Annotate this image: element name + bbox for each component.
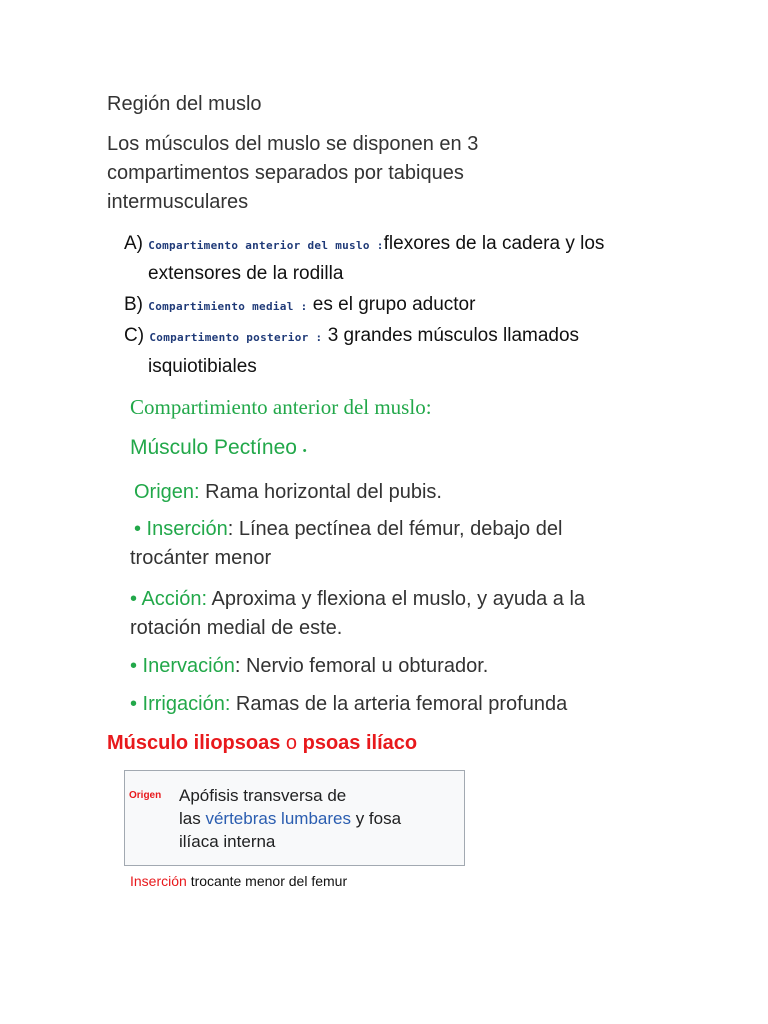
list-text: es el grupo aductor <box>307 294 476 315</box>
list-item-c <box>124 320 579 353</box>
inervacion-label: • Inervación <box>130 655 235 677</box>
muscle-pectineo-title <box>130 436 307 460</box>
infobox-line-2-prefix: las <box>179 809 206 828</box>
list-marker: C) <box>124 325 145 346</box>
infobox-line-1: Apófisis transversa de <box>179 786 347 805</box>
origen-text: Rama horizontal del pubis. <box>199 481 442 503</box>
infobox-line-2-suffix: y fosa <box>350 809 402 828</box>
muscle-iliopsoas-title <box>107 732 417 755</box>
inervacion-text: : Nervio femoral u obturador. <box>234 655 489 677</box>
list-label: Compartimento posterior : <box>149 331 323 344</box>
origen-infobox <box>124 770 465 866</box>
irrigacion-row <box>130 690 567 719</box>
irrigacion-text: Ramas de la arteria femoral profunda <box>230 693 568 715</box>
list-marker: B) <box>124 294 143 315</box>
intro-line-1: Los músculos del muslo se disponen en 3 <box>107 133 479 155</box>
muscle-name-part1: Músculo iliopsoas <box>107 732 281 754</box>
insercion-text: : Línea pectínea del fémur, debajo del <box>227 518 563 540</box>
list-text: 3 grandes músculos llamados <box>322 325 580 346</box>
inervacion-row <box>130 652 488 681</box>
muscle-name-connector: o <box>280 732 303 754</box>
intro-line-3: intermusculares <box>107 191 249 213</box>
list-marker: A) <box>124 233 143 254</box>
vertebras-lumbares-link[interactable]: vértebras lumbares <box>205 809 351 828</box>
insercion-row <box>130 515 562 544</box>
list-item-a-continuation: extensores de la rodilla <box>148 263 344 284</box>
accion-row <box>130 585 585 614</box>
section-title: Compartimiento anterior del muslo: <box>130 395 432 419</box>
accion-continuation: rotación medial de este. <box>130 617 343 639</box>
list-item-a <box>124 228 604 261</box>
origen-label: Origen: <box>134 481 200 503</box>
accion-text: Aproxima y flexiona el muslo, y ayuda a la <box>207 588 586 610</box>
insercion-continuation: trocánter menor <box>130 547 272 569</box>
origen-row <box>134 478 442 507</box>
infobox-line-2 <box>179 807 401 830</box>
infobox-content <box>179 784 401 853</box>
list-item-c-continuation: isquiotibiales <box>148 356 257 377</box>
muscle-name: Músculo Pectíneo <box>130 436 297 459</box>
infobox-line-3: ilíaca interna <box>179 832 276 851</box>
page-title: Región del muslo <box>107 93 262 115</box>
list-item-b <box>124 289 475 322</box>
irrigacion-label: • Irrigación: <box>130 693 231 715</box>
muscle-name-part2: psoas ilíaco <box>302 732 418 754</box>
list-label: Compartimiento medial : <box>148 300 308 313</box>
insercion-label: • Inserción <box>134 518 228 540</box>
intro-line-2: compartimentos separados por tabiques <box>107 162 464 184</box>
infobox-label: Origen <box>129 790 162 801</box>
list-label: Compartimento anterior del muslo : <box>148 239 384 252</box>
list-text: flexores de la cadera y los <box>383 233 605 254</box>
muscle-name-bullet: • <box>302 445 307 457</box>
iliopsoas-insercion-row <box>130 873 347 889</box>
insercion-label: Inserción <box>130 873 187 889</box>
insercion-text: trocante menor del femur <box>186 873 348 889</box>
accion-label: • Acción: <box>130 588 208 610</box>
